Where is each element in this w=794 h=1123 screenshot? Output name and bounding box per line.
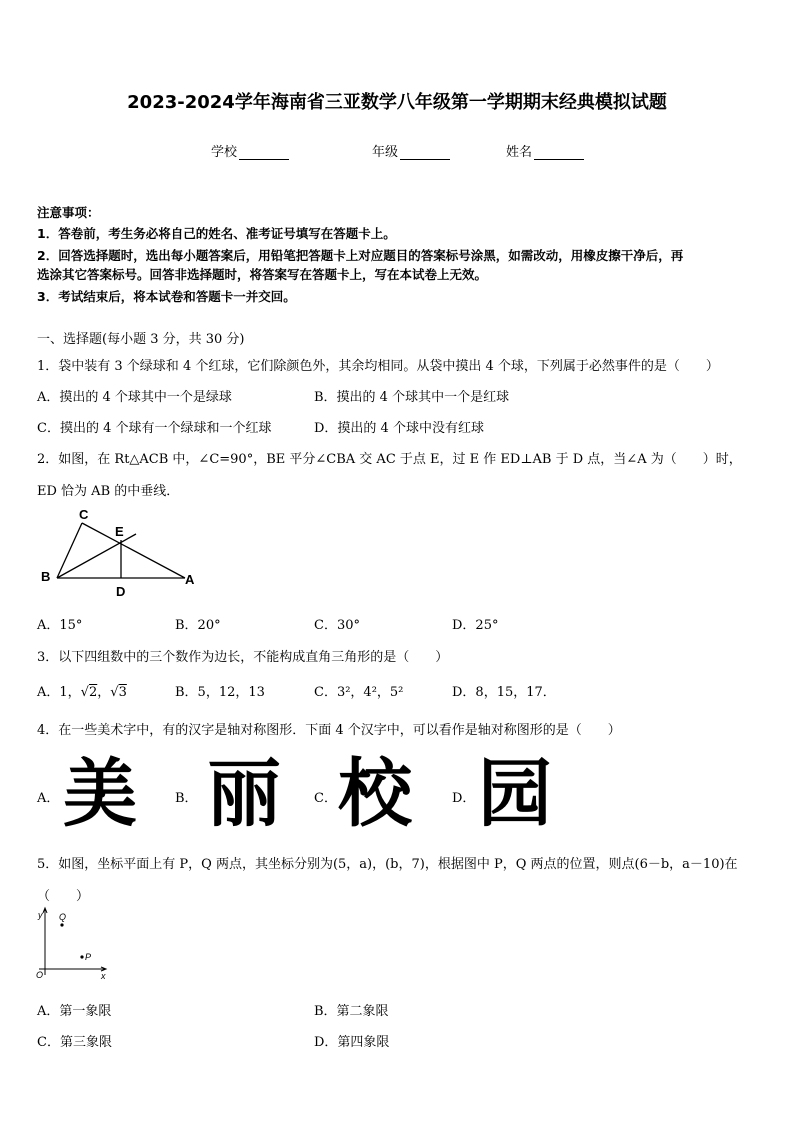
name-blank[interactable] [534,146,584,160]
q1-stem: 1．袋中装有 3 个绿球和 4 个红球，它们除颜色外，其余均相同。从袋中摸出 4 个球，下列属于必然事件的是（ ） [37,359,719,374]
school-field[interactable] [211,141,289,160]
label-x: x [101,971,106,981]
label-e: E [115,524,124,539]
q4-option-d[interactable]: D． [452,791,476,806]
sqrt-radicand-2: 3 [118,685,127,700]
name-field[interactable] [506,141,584,160]
sqrt-sign: √ [110,685,119,700]
q4-option-b[interactable]: B． [175,791,198,806]
point-q [60,923,63,926]
q1-option-a[interactable]: A．摸出的 4 个球其中一个是绿球 [37,390,232,405]
name-label: 姓名 [506,145,533,160]
q5-stem: 5．如图，坐标平面上有 P，Q 两点，其坐标分别为(5，a)，(b，7)，根据图中 P，Q 两点的位置，则点(6－b，a－10)在 [37,857,738,872]
page-title: 2023-2024学年海南省三亚数学八年级第一学期期末经典模拟试题 [127,92,667,113]
sqrt-radicand-1: 2 [88,685,98,700]
q2-option-b[interactable]: B．20° [175,618,221,633]
side-ca [82,523,185,578]
label-p: P [85,952,92,962]
q4-option-c[interactable]: C． [314,791,337,806]
q2-option-d[interactable]: D．25° [452,618,499,633]
q5-stem-cont: （ ） [37,889,90,904]
q1-option-d[interactable]: D．摸出的 4 个球中没有红球 [314,421,484,436]
label-q: Q [59,912,67,922]
point-p [80,955,83,958]
school-label: 学校 [211,145,238,160]
note-item: 3．考试结束后，将本试卷和答题卡一并交回。 [37,289,296,304]
q3-option-b[interactable]: B．5，12，13 [175,685,265,700]
coordinate-figure [33,905,113,985]
q2-stem: 2．如图，在 Rt△ACB 中，∠C=90°，BE 平分∠CBA 交 AC 于点 E，过 E 作 ED⊥AB 于 D 点，当∠A 为（ ）时， [37,452,742,467]
q3-option-a[interactable] [37,681,127,700]
q3-option-c[interactable]: C．3²，4²，5² [314,685,404,700]
note-item: 1．答卷前，考生务必将自己的姓名、准考证号填写在答题卡上。 [37,226,396,241]
q3-stem: 3．以下四组数中的三个数作为边长，不能构成直角三角形的是（ ） [37,650,449,665]
q5-option-a[interactable]: A．第一象限 [37,1004,112,1019]
q2-option-c[interactable]: C．30° [314,618,360,633]
label-b: B [41,569,51,584]
label-y: y [38,910,43,920]
notes-heading: 注意事项： [37,205,100,220]
side-bc [57,523,82,578]
grade-field[interactable] [372,141,450,160]
q5-option-b[interactable]: B．第二象限 [314,1004,389,1019]
q2-option-a[interactable]: A．15° [37,618,83,633]
q3-a-prefix: A．1， [37,685,81,700]
q2-stem-cont: ED 恰为 AB 的中垂线． [37,484,180,499]
art-char-mei: 美 [63,751,137,837]
section-heading: 一、选择题(每小题 3 分，共 30 分) [37,332,245,347]
label-o: O [36,970,44,980]
label-c: C [79,507,89,522]
sqrt-sign: √ [80,685,89,700]
q1-option-b[interactable]: B．摸出的 4 个球其中一个是红球 [314,390,510,405]
art-char-xiao: 校 [338,751,412,837]
label-a: A [185,572,195,587]
q5-option-d[interactable]: D．第四象限 [314,1035,390,1050]
q3-a-sep: ， [97,685,111,700]
grade-label: 年级 [372,145,399,160]
q4-option-a[interactable]: A． [37,791,60,806]
school-blank[interactable] [239,146,289,160]
art-char-li: 丽 [207,751,281,837]
note-item: 选涂其它答案标号。回答非选择题时，将答案写在答题卡上，写在本试卷上无效。 [37,267,488,282]
label-d: D [116,584,126,599]
art-char-yuan: 园 [478,751,552,837]
q1-option-c[interactable]: C．摸出的 4 个球有一个绿球和一个红球 [37,421,272,436]
q4-stem: 4．在一些美术字中，有的汉字是轴对称图形．下面 4 个汉字中，可以看作是轴对称图形的是（ ） [37,723,621,738]
grade-blank[interactable] [400,146,450,160]
note-item: 2．回答选择题时，选出每小题答案后，用铅笔把答题卡上对应题目的答案标号涂黑，如需改动，用橡皮擦干净后，再 [37,248,684,263]
q5-option-c[interactable]: C．第三象限 [37,1035,112,1050]
q3-option-d[interactable]: D．8，15，17． [452,685,556,700]
triangle-figure [35,505,205,601]
segment-be [57,534,136,578]
